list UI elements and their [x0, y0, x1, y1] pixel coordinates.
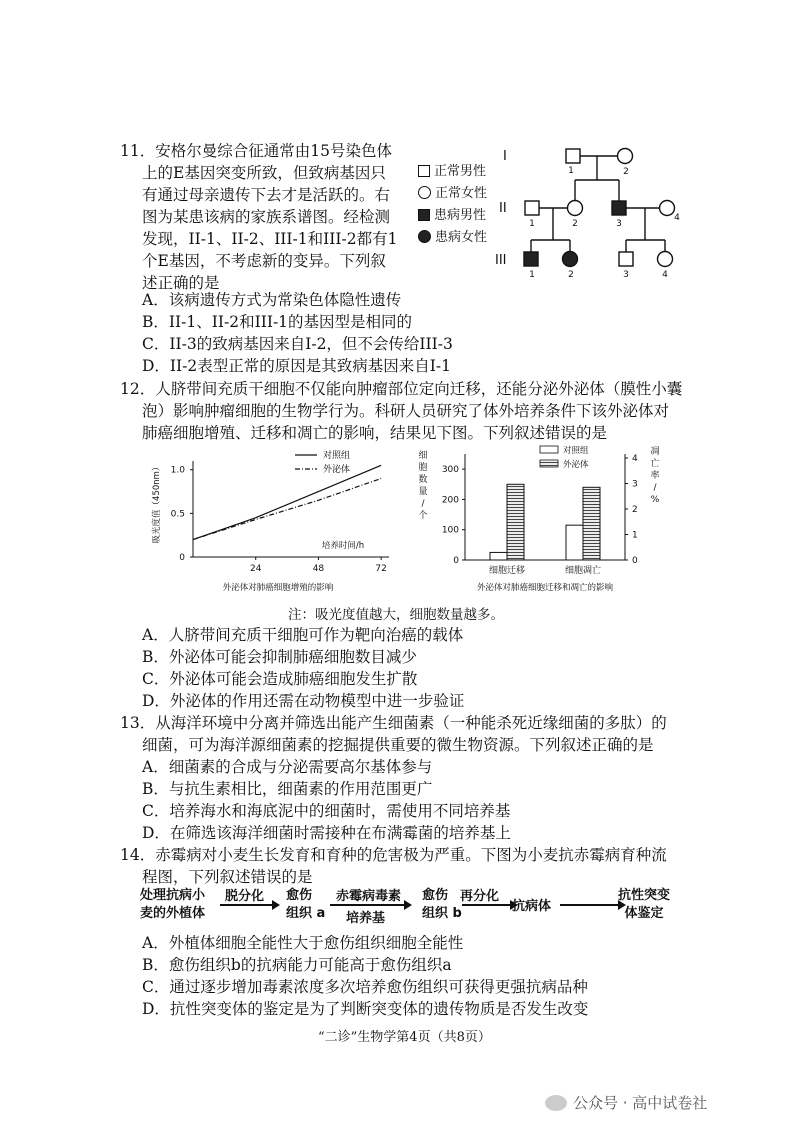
option-d: D．抗性突变体的鉴定是为了判断突变体的遗传物质是否发生改变 — [142, 1000, 589, 1018]
pedigree-II-3 — [612, 201, 626, 215]
y-axis-label: 吸光度值（450nm） — [152, 462, 162, 544]
chart-title: 外泌体对肺癌细胞增殖的影响 — [222, 583, 334, 593]
pedigree-num: 1 — [529, 270, 535, 280]
square-icon — [418, 165, 430, 177]
q11-line: 个E基因，不考虑新的变异。下列叙 — [142, 252, 386, 270]
x-tick-label: 48 — [312, 564, 325, 574]
pedigree-chart — [495, 140, 695, 280]
option-c: C．外泌体可能会造成肺癌细胞发生扩散 — [142, 670, 418, 688]
filled-circle-icon — [418, 230, 431, 243]
option-d: D．外泌体的作用还需在动物模型中进一步验证 — [142, 692, 465, 710]
flow-arrow3-label: 再分化 — [460, 889, 500, 904]
y-tick-label: 0 — [179, 553, 185, 563]
pedigree-num: 2 — [568, 270, 574, 280]
option-d: D．在筛选该海洋细菌时需接种在布满霉菌的培养基上 — [142, 824, 511, 842]
y-tick-label: 0 — [453, 556, 459, 566]
q13-line: 细菌，可为海洋源细菌素的挖掘提供重要的微生物资源。下列叙述正确的是 — [142, 736, 654, 754]
q14-line: 程图，下列叙述错误的是 — [142, 868, 313, 886]
bar — [507, 484, 524, 560]
q12-options — [142, 624, 464, 712]
q12-stem — [120, 378, 682, 444]
line-chart-proliferation — [145, 445, 400, 595]
generation-label: II — [499, 201, 507, 216]
option-a: A．细菌素的合成与分泌需要高尔基体参与 — [142, 758, 433, 776]
y-tick-label: 300 — [441, 465, 459, 476]
generation-label: I — [503, 149, 507, 164]
pedigree-II-1 — [525, 201, 539, 215]
q12-line: 泡）影响肿瘤细胞的生物学行为。科研人员研究了体外培养条件下该外泌体对 — [142, 402, 670, 420]
y-tick-label-right: 1 — [632, 530, 638, 541]
legend-label: 外泌体 — [563, 460, 589, 470]
option-b: B．外泌体可能会抑制肺癌细胞数目减少 — [142, 648, 417, 666]
option-b: B．与抗生素相比，细菌素的作用范围更广 — [142, 780, 433, 798]
pedigree-num: 3 — [623, 270, 629, 280]
pedigree-I-2 — [618, 149, 633, 164]
q11-line: 述正确的是 — [142, 274, 220, 292]
x-tick-label: 24 — [249, 564, 262, 574]
legend-normal-male: 正常男性 — [418, 162, 486, 182]
option-d: D．II-2表型正常的原因是其致病基因来自I-1 — [142, 357, 451, 375]
flow-resistant: 抗病体 — [512, 899, 552, 914]
pedigree-II-2 — [568, 201, 583, 216]
pedigree-num: 4 — [674, 213, 680, 223]
arrow-right-icon — [220, 899, 280, 911]
pedigree-II-4 — [660, 201, 675, 216]
pedigree-III-4 — [658, 252, 673, 267]
generation-label: III — [495, 253, 507, 268]
legend-affected-female: 患病女性 — [418, 228, 487, 248]
y-tick-label-right: 2 — [632, 505, 638, 515]
category-label: 细胞凋亡 — [564, 566, 602, 576]
y-tick-label: 100 — [441, 525, 459, 536]
filled-square-icon — [418, 209, 430, 221]
pedigree-III-2 — [563, 252, 578, 267]
y-label-right-char: 率 — [650, 471, 660, 481]
q11-line: 发现，II-1、II-2、III-1和III-2都有1 — [142, 230, 398, 248]
chart-title: 外泌体对肺癌细胞迁移和凋亡的影响 — [476, 583, 614, 593]
q14-line: 14．赤霉病对小麦生长发育和育种的危害极为严重。下图为小麦抗赤霉病育种流 — [120, 846, 667, 864]
q13-line: 13．从海洋环境中分离并筛选出能产生细菌素（一种能杀死近缘细菌的多肽）的 — [120, 714, 667, 732]
legend-label: 外泌体 — [323, 465, 351, 475]
breeding-flowchart — [140, 885, 680, 933]
bar — [566, 525, 583, 560]
option-c: C．II-3的致病基因来自I-2，但不会传给III-3 — [142, 335, 453, 353]
option-c: C．通过逐步增加毒素浓度多次培养愈伤组织可获得更强抗病品种 — [142, 978, 588, 996]
series-line — [193, 465, 381, 539]
legend-swatch — [540, 446, 558, 453]
option-a: A．人脐带间充质干细胞可作为靶向治癌的载体 — [142, 626, 464, 644]
y-tick-label: 0.5 — [170, 509, 185, 520]
y-label-left-char: 胞 — [418, 463, 428, 473]
pedigree-num: 4 — [662, 270, 668, 280]
q11-line: 11．安格尔曼综合征通常由15号染色体 — [120, 142, 392, 160]
y-tick-label-right: 4 — [632, 454, 638, 464]
flow-start: 处理抗病小 麦的外植体 — [140, 888, 206, 921]
option-b: B．II-1、II-2和III-1的基因型是相同的 — [142, 313, 413, 331]
legend-affected-male: 患病男性 — [418, 206, 486, 226]
pedigree-num: 2 — [623, 167, 629, 177]
pedigree-num: 1 — [568, 166, 574, 176]
y-label-right-char: 凋 — [650, 447, 660, 457]
q13-stem — [120, 712, 667, 756]
q13-options — [142, 756, 511, 844]
x-axis-label: 培养时间/h — [321, 541, 365, 551]
flow-end: 抗性突变 体鉴定 — [618, 888, 671, 921]
wechat-icon — [545, 1095, 567, 1111]
arrow-right-icon — [462, 899, 518, 911]
q11-options — [142, 289, 453, 377]
y-label-left-char: 个 — [418, 511, 428, 521]
page-footer: “二诊”生物学第4页（共8页） — [318, 1030, 491, 1045]
y-tick-label-right: 0 — [632, 556, 638, 566]
bar-chart-migration-apoptosis — [415, 440, 665, 595]
y-label-right-char: 亡 — [650, 459, 660, 469]
q12-line: 肺癌细胞增殖、迁移和凋亡的影响，结果见下图。下列叙述错误的是 — [142, 424, 608, 442]
legend-swatch — [540, 460, 558, 467]
legend-normal-female: 正常女性 — [418, 184, 487, 204]
bar — [490, 552, 507, 560]
legend-label: 对照组 — [323, 451, 351, 461]
pedigree-I-1 — [566, 149, 580, 163]
y-label-right-char: % — [650, 495, 660, 505]
q11-line: 上的E基因突变所致，但致病基因只 — [142, 164, 386, 182]
y-label-left-char: 量 — [418, 487, 428, 497]
category-label: 细胞迁移 — [488, 566, 526, 576]
flow-arrow2-bottom-label: 培养基 — [346, 911, 386, 926]
x-tick-label: 72 — [375, 564, 387, 574]
q14-options — [142, 932, 588, 1020]
pedigree-III-1 — [524, 252, 538, 266]
y-tick-label: 200 — [441, 495, 459, 506]
legend-label: 对照组 — [563, 446, 589, 456]
q12-note: 注：吸光度值越大，细胞数量越多。 — [288, 607, 504, 623]
y-label-left-char: 数 — [418, 475, 428, 485]
flow-callus-a: 愈伤 组织 a — [286, 888, 326, 921]
option-a: A．外植体细胞全能性大于愈伤组织细胞全能性 — [142, 934, 464, 952]
y-tick-label: 1.0 — [170, 465, 185, 476]
q14-stem — [120, 844, 667, 888]
option-c: C．培养海水和海底泥中的细菌时，需使用不同培养基 — [142, 802, 511, 820]
q11-line: 图为某患该病的家族系谱图。经检测 — [142, 208, 391, 226]
q11-line: 有通过母亲遗传下去才是活跃的。右 — [142, 186, 391, 204]
q12-line: 12．人脐带间充质干细胞不仅能向肿瘤部位定向迁移，还能分泌外泌体（膜性小囊 — [120, 380, 683, 398]
pedigree-num: 1 — [529, 219, 535, 229]
option-a: A．该病遗传方式为常染色体隐性遗传 — [142, 291, 402, 309]
arrow-right-icon — [330, 899, 412, 911]
y-label-right-char: / — [653, 483, 657, 493]
bar — [583, 487, 600, 560]
option-b: B．愈伤组织b的抗病能力可能高于愈伤组织a — [142, 956, 452, 974]
y-label-left-char: 细 — [418, 451, 428, 461]
arrow-right-icon — [560, 899, 626, 911]
watermark: 公众号 · 高中试卷社 — [545, 1092, 707, 1113]
pedigree-num: 3 — [616, 219, 622, 229]
flow-callus-b: 愈伤 组织 b — [422, 888, 462, 921]
flow-arrow2-top-label: 赤霉病毒素 — [336, 889, 402, 904]
pedigree-III-3 — [619, 252, 633, 266]
y-label-left-char: / — [421, 499, 425, 509]
y-tick-label-right: 3 — [632, 479, 638, 490]
q11-stem — [120, 140, 398, 294]
flow-arrow1-label: 脱分化 — [225, 889, 265, 904]
pedigree-num: 2 — [572, 219, 578, 229]
series-line — [193, 478, 381, 539]
circle-icon — [418, 186, 431, 199]
